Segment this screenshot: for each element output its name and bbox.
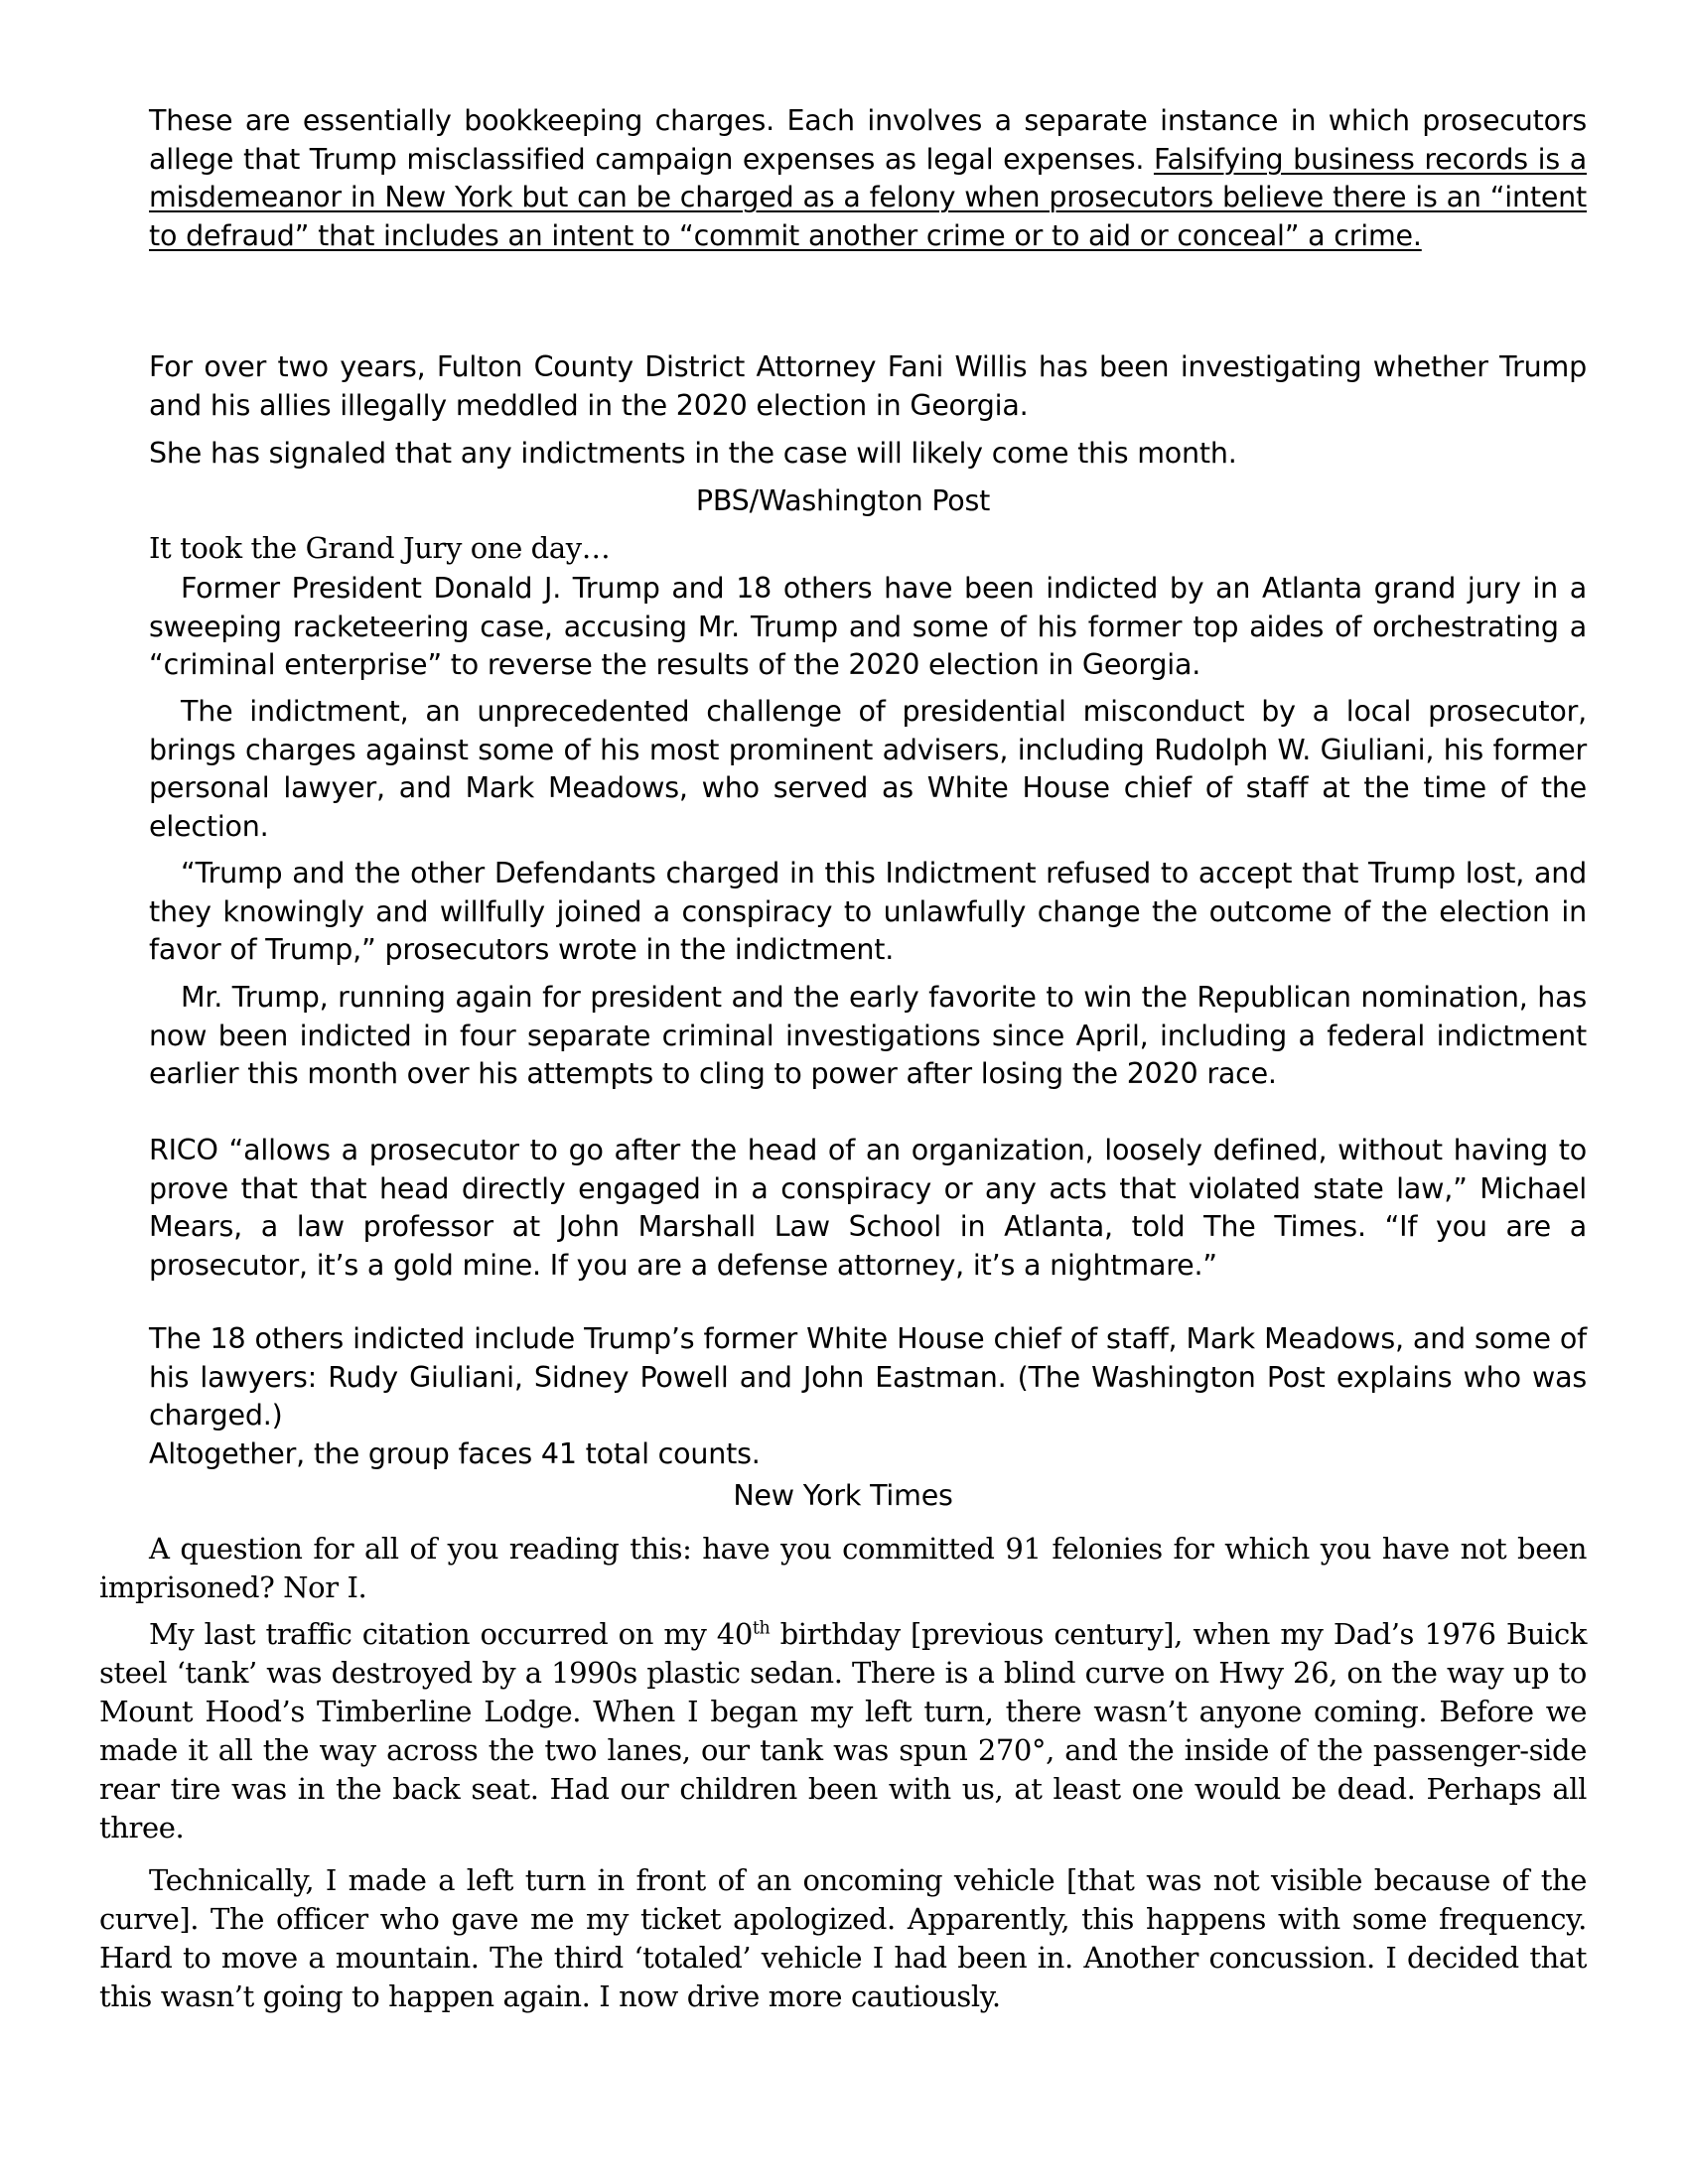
source-attribution-nyt: New York Times bbox=[733, 1479, 953, 1512]
grand-jury-note: It took the Grand Jury one day… bbox=[149, 531, 611, 565]
bookkeeping-text: These are essentially bookkeeping charges. Each involves a separate instance in which prosecutors allege that Trump misclassified campaign expenses as legal expenses. bbox=[149, 104, 1587, 176]
paragraph-question: A question for all of you reading this: have you committed 91 felonies for which you have not been imprisoned? Nor I. bbox=[99, 1532, 1587, 1604]
paragraph-rico: RICO “allows a prosecutor to go after the head of an organization, loosely defined, without having to prove that that head directly engaged in a conspiracy or any acts that violated state law,” Michael Mears, a law professor at John Marshall Law School in Atlanta, told The Times. “If you are a prosecutor, it’s a gold mine. If you are a defense attorney, it’s a nightmare.” bbox=[149, 1134, 1587, 1282]
paragraph-18-others: The 18 others indicted include Trump’s former White House chief of staff, Mark Meadows, and some of his lawyers: Rudy Giuliani, Sidney Powell and John Eastman. (The Washington Post explains who was charged.) bbox=[149, 1322, 1587, 1433]
paragraph-41-counts: Altogether, the group faces 41 total counts. bbox=[149, 1437, 761, 1470]
ordinal-superscript: th bbox=[752, 1618, 771, 1639]
paragraph-traffic-citation bbox=[99, 1615, 1587, 1847]
paragraph-defendants-quote: “Trump and the other Defendants charged in this Indictment refused to accept that Trump lost, and they knowingly and willfully joined a conspiracy to unlawfully change the outcome of the election in favor of Trump,” prosecutors wrote in the indictment. bbox=[149, 857, 1587, 967]
paragraph-fulton-county: For over two years, Fulton County District Attorney Fani Willis has been investigating whether Trump and his allies illegally meddled in the 2020 election in Georgia. bbox=[149, 350, 1587, 422]
paragraph-signaled: She has signaled that any indictments in the case will likely come this month. bbox=[149, 437, 1237, 470]
paragraph-indicted: Former President Donald J. Trump and 18 others have been indicted by an Atlanta grand jury in a sweeping racketeering case, accusing Mr. Trump and some of his former top aides of orchestrating a “criminal enterprise” to reverse the results of the 2020 election in Georgia. bbox=[149, 572, 1587, 682]
paragraph-indictment: The indictment, an unprecedented challenge of presidential misconduct by a local prosecutor, brings charges against some of his most prominent advisers, including Rudolph W. Giuliani, his former personal lawyer, and Mark Meadows, who served as White House chief of staff at the time of the election. bbox=[149, 695, 1587, 843]
citation-text-start: My last traffic citation occurred on my 40 bbox=[149, 1617, 753, 1651]
source-attribution-pbs: PBS/Washington Post bbox=[695, 484, 991, 517]
paragraph-running-again: Mr. Trump, running again for president and the early favorite to win the Republican nomination, has now been indicted in four separate criminal investigations since April, including a federal indictment earlier this month over his attempts to cling to power after losing the 2020 race. bbox=[149, 981, 1587, 1091]
citation-text-rest: birthday [previous century], when my Dad’s 1976 Buick steel ‘tank’ was destroyed by a 1990s plastic sedan. There is a blind curve on Hwy 26, on the way up to Mount Hood’s Timberline Lodge. When I began my left turn, there wasn’t anyone coming. Before we made it all the way across the two lanes, our tank was spun 270°, and the inside of the passenger-side rear tire was in the back seat. Had our children been with us, at least one would be dead. Perhaps all three. bbox=[99, 1617, 1587, 1844]
paragraph-technically: Technically, I made a left turn in front of an oncoming vehicle [that was not visible because of the curve]. The officer who gave me my ticket apologized. Apparently, this happens with some frequency. Hard to move a mountain. The third ‘totaled’ vehicle I had been in. Another concussion. I decided that this wasn’t going to happen again. I now drive more cautiously. bbox=[99, 1863, 1587, 2013]
underlined-falsifying-records-text: Falsifying business records is a misdemeanor in New York but can be charged as a felony when prosecutors believe there is an “intent to defraud” that includes an intent to “commit another crime or to aid or conceal” a crime. bbox=[149, 142, 1587, 252]
paragraph-bookkeeping-charges bbox=[149, 102, 1587, 255]
